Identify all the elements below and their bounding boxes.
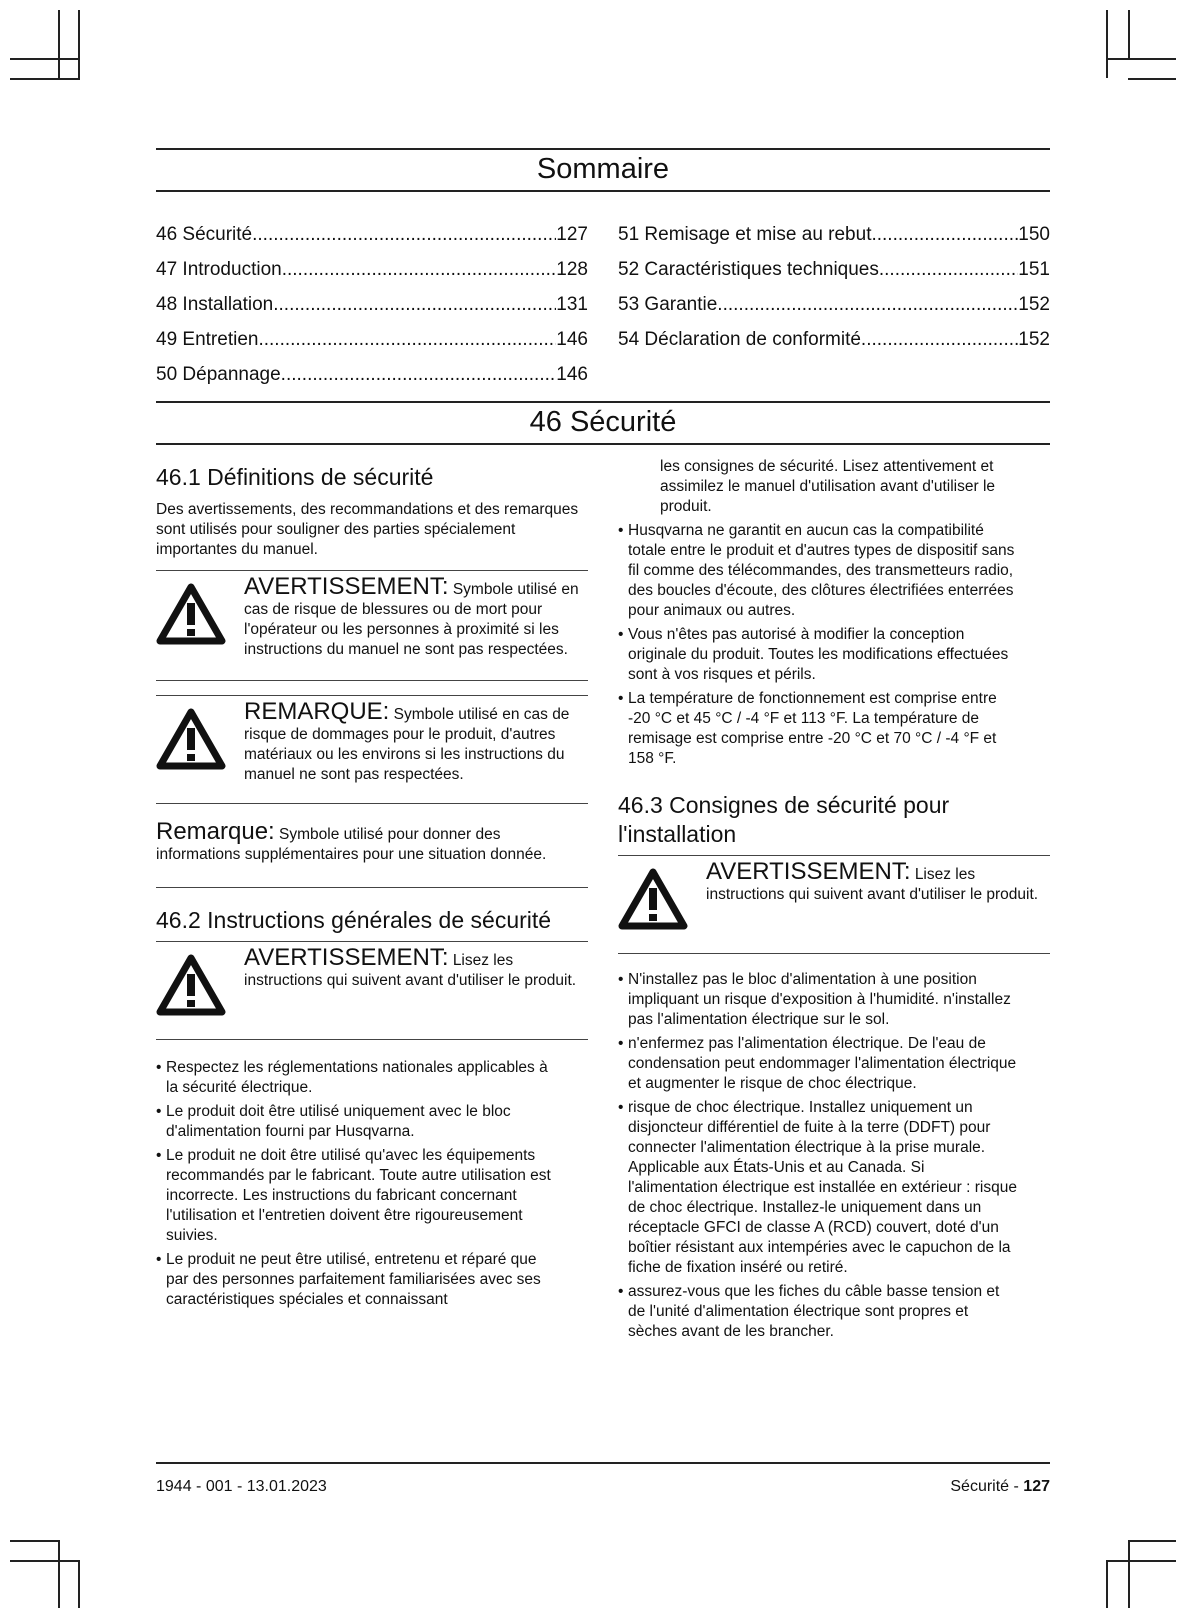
crop-mark — [1106, 10, 1108, 78]
toc-label: 54 Déclaration de conformité — [618, 329, 861, 350]
continuation-text: les consignes de sécurité. Lisez attentivement et assimilez le manuel d'utilisation avant d'utiliser le produit. — [660, 458, 996, 515]
note-paragraph — [156, 818, 588, 865]
note-text: Symbole utilisé pour donner des informations supplémentaires pour une situation donnée. — [156, 826, 547, 863]
warning-text: Lisez les instructions qui suivent avant d'utiliser le produit. — [706, 866, 1039, 903]
toc-leader — [258, 327, 556, 362]
crop-mark — [1106, 1560, 1108, 1608]
toc-left-column — [156, 222, 588, 397]
section-heading-46-2: 46.2 Instructions générales de sécurité — [156, 907, 552, 933]
toc-entry[interactable] — [618, 222, 1050, 257]
toc-label: 48 Installation — [156, 294, 274, 315]
divider — [156, 1462, 1050, 1464]
toc-leader — [273, 292, 556, 327]
crop-mark — [1128, 78, 1176, 80]
list-item: • Respectez les réglementations nationales applicables à la sécurité électrique. — [156, 1059, 548, 1096]
crop-mark — [1128, 1540, 1130, 1608]
toc-entry[interactable] — [156, 362, 588, 397]
toc-leader — [282, 257, 557, 292]
toc-leader — [879, 257, 1018, 292]
divider — [156, 443, 1050, 445]
divider — [156, 680, 588, 681]
list-item: • La température de fonctionnement est comprise entre -20 °C et 45 °C / -4 °F et 113 °F. La température de remisage est comprise entre -20 °C et 70 °C / -4 °F et 158 °F. — [618, 690, 997, 767]
warning-triangle-icon — [156, 577, 244, 660]
toc-page: 152 — [1018, 329, 1050, 350]
toc-label: 50 Dépannage — [156, 364, 281, 385]
table-of-contents — [156, 222, 1050, 397]
toc-entry[interactable] — [156, 222, 588, 257]
footer-section-label: Sécurité - — [950, 1478, 1024, 1495]
list-item: • risque de choc électrique. Installez uniquement un disjoncteur différentiel de fuite à la terre (DDFT) pour connecter l'alimentation électrique à la prise murale. Applicable aux États-Unis et au Canada. Si l'alimentation électrique est installée en extérieur : risque de choc électrique. Installez-le uniquement dans un réceptacle GFCI de classe A (RCD) couvert, doté d'un boîtier résistant aux intempéries avec le capuchon de la fiche de fixation inséré ou retiré. — [618, 1099, 1017, 1276]
crop-mark — [10, 1560, 80, 1562]
page-content — [156, 148, 1050, 1346]
warning-label: AVERTISSEMENT: — [244, 573, 449, 600]
crop-mark — [1128, 1540, 1176, 1542]
warning-label: AVERTISSEMENT: — [244, 944, 449, 971]
list-item: • Le produit ne peut être utilisé, entretenu et réparé que par des personnes parfaitement familiarisées avec ses caractéristiques spéciales et connaissant — [156, 1251, 541, 1308]
right-column — [618, 458, 1050, 1346]
warning-notice — [156, 942, 588, 1035]
warning-notice — [618, 856, 1050, 949]
toc-entry[interactable] — [156, 257, 588, 292]
toc-page: 131 — [556, 294, 588, 315]
toc-page: 152 — [1018, 294, 1050, 315]
chapter-title: 46 Sécurité — [529, 406, 677, 438]
crop-mark — [58, 1540, 60, 1608]
toc-label: 47 Introduction — [156, 259, 282, 280]
warning-triangle-icon — [156, 948, 244, 1021]
toc-label: 52 Caractéristiques techniques — [618, 259, 879, 280]
divider — [618, 953, 1050, 954]
list-item: • N'installez pas le bloc d'alimentation à une position impliquant un risque d'exposition à l'humidité. n'installez pas l'alimentation électrique sur le sol. — [618, 971, 1011, 1028]
toc-leader — [717, 292, 1018, 327]
toc-entry[interactable] — [618, 327, 1050, 362]
toc-entry[interactable] — [618, 257, 1050, 292]
bullet-list — [156, 1058, 588, 1310]
list-item: • Le produit ne doit être utilisé qu'avec les équipements recommandés par le fabricant. Toute autre utilisation est incorrecte. Les instructions du fabricant concernant l'utilisation et l'entretien doivent être rigoureusement suivies. — [156, 1147, 551, 1244]
document-id: 1944 - 001 - 13.01.2023 — [156, 1478, 327, 1495]
crop-mark — [1106, 58, 1176, 60]
crop-mark — [1106, 1560, 1176, 1562]
crop-mark — [78, 1560, 80, 1608]
crop-mark — [10, 78, 80, 80]
warning-text: Symbole utilisé en cas de risque de blessures ou de mort pour l'opérateur ou les personnes à proximité si les instructions du manuel ne sont pas respectées. — [244, 581, 579, 658]
warning-label: AVERTISSEMENT: — [706, 858, 911, 885]
bullet-list — [618, 970, 1050, 1342]
toc-page: 150 — [1018, 224, 1050, 245]
toc-leader — [281, 362, 557, 397]
toc-page: 146 — [556, 364, 588, 385]
list-item: • Vous n'êtes pas autorisé à modifier la conception originale du produit. Toutes les modifications effectuées sont à vos risques et périls. — [618, 626, 1009, 683]
divider — [156, 190, 1050, 192]
page-number: 127 — [1023, 1478, 1050, 1495]
toc-entry[interactable] — [618, 292, 1050, 327]
remarque-notice — [156, 696, 588, 799]
crop-mark — [78, 10, 80, 78]
list-item: • assurez-vous que les fiches du câble basse tension et de l'unité d'alimentation électrique sont propres et sèches avant de les brancher. — [618, 1283, 1000, 1340]
toc-leader — [871, 222, 1018, 257]
divider — [156, 803, 588, 804]
toc-page: 151 — [1018, 259, 1050, 280]
warning-text: Lisez les instructions qui suivent avant d'utiliser le produit. — [244, 952, 577, 989]
footer-page-ref — [950, 1478, 1050, 1496]
divider — [156, 887, 588, 888]
toc-leader — [252, 222, 556, 257]
remarque-label: REMARQUE: — [244, 698, 390, 725]
warning-notice — [156, 571, 588, 674]
list-item: • Le produit doit être utilisé uniquement avec le bloc d'alimentation fourni par Husqvarna. — [156, 1103, 511, 1140]
section-intro: Des avertissements, des recommandations et des remarques sont utilisés pour souligner des parties spécialement importantes du manuel. — [156, 501, 579, 558]
warning-triangle-icon — [618, 862, 706, 935]
section-heading-46-3: 46.3 Consignes de sécurité pour l'installation — [618, 792, 950, 847]
toc-page: 128 — [556, 259, 588, 280]
note-label: Remarque: — [156, 818, 275, 845]
two-column-body — [156, 458, 1050, 1346]
page-footer — [156, 1462, 1050, 1496]
left-column — [156, 463, 588, 1346]
crop-mark — [58, 10, 60, 78]
list-item: • Husqvarna ne garantit en aucun cas la compatibilité totale entre le produit et d'autres types de dispositif sans fil comme des télécommandes, des transmetteurs radio, des boucles d'écoute, des clôtures électrifiées enterrées pour animaux ou autres. — [618, 522, 1015, 619]
toc-right-column — [618, 222, 1050, 397]
crop-mark — [1128, 10, 1130, 60]
toc-entry[interactable] — [156, 327, 588, 362]
toc-entry[interactable] — [156, 292, 588, 327]
remarque-text: Symbole utilisé en cas de risque de dommages pour le produit, d'autres matériaux ou les environs si les instructions du manuel ne sont pas respectées. — [244, 706, 570, 783]
crop-mark — [10, 1540, 58, 1542]
bullet-list — [618, 521, 1050, 769]
crop-mark — [10, 58, 80, 60]
toc-title: Sommaire — [536, 153, 670, 185]
toc-label: 53 Garantie — [618, 294, 718, 315]
toc-leader — [861, 327, 1018, 362]
divider — [156, 1039, 588, 1040]
toc-label: 46 Sécurité — [156, 224, 253, 245]
list-item: • n'enfermez pas l'alimentation électrique. De l'eau de condensation peut endommager l'alimentation électrique et augmenter le risque de choc électrique. — [618, 1035, 1017, 1092]
toc-page: 127 — [556, 224, 588, 245]
toc-page: 146 — [556, 329, 588, 350]
toc-label: 51 Remisage et mise au rebut — [618, 224, 872, 245]
section-heading-46-1: 46.1 Définitions de sécurité — [156, 464, 434, 490]
toc-label: 49 Entretien — [156, 329, 259, 350]
warning-triangle-icon — [156, 702, 244, 785]
